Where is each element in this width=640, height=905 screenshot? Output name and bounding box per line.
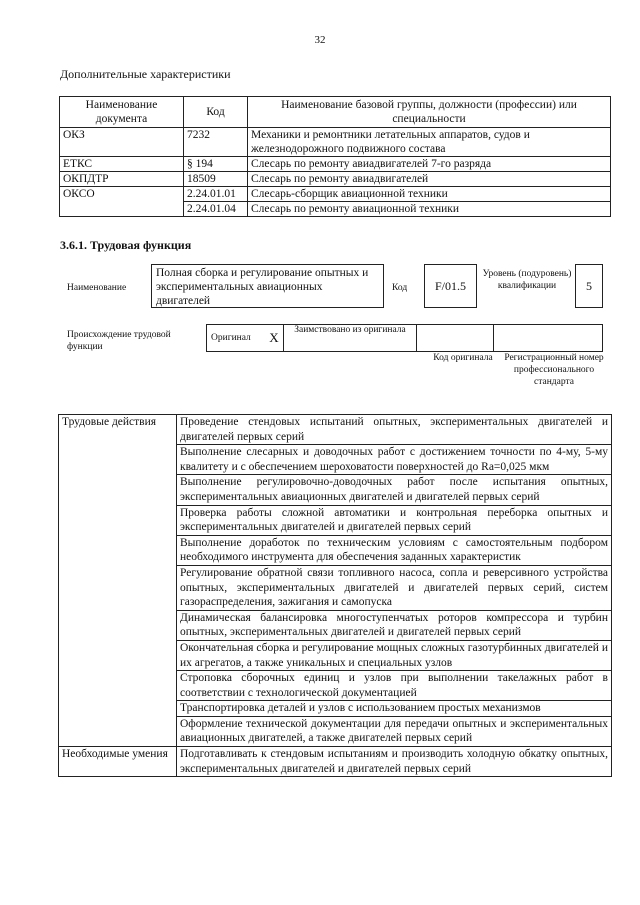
labor-action-item: Выполнение слесарных и доводочных работ с достижением точности по 4-му, 5-му квалитету и с обеспечением шероховатости поверхностей до Ra=0,025 мкм xyxy=(177,445,612,475)
function-name-box xyxy=(151,264,384,308)
skills-label: Необходимые умения xyxy=(59,747,177,777)
table-row xyxy=(59,747,612,777)
labor-action-item: Проведение стендовых испытаний опытных, экспериментальных двигателей и двигателей первых серий xyxy=(177,415,612,445)
code-original-label: Код оригинала xyxy=(433,353,493,363)
table-row xyxy=(59,415,612,445)
table-row xyxy=(60,187,611,202)
table-row xyxy=(60,172,611,187)
row-code: 2.24.01.04 xyxy=(184,202,248,217)
level-box xyxy=(575,264,603,308)
level-label: Уровень (подуровень) квалификации xyxy=(482,269,572,291)
row-code: § 194 xyxy=(184,157,248,172)
labor-action-item: Динамическая балансировка многоступенчатых роторов компрессора и турбин опытных, экспериментальных двигателей и двигателей первых серий xyxy=(177,610,612,640)
row-name: Слесарь-сборщик авиационной техники xyxy=(248,187,611,202)
code-box xyxy=(424,264,477,308)
labor-function-table xyxy=(58,414,612,777)
header-group-name: Наименование базовой группы, должности (профессии) или специальности xyxy=(248,97,611,128)
table-row xyxy=(60,128,611,157)
row-name: Слесарь по ремонту авиадвигателей xyxy=(248,172,611,187)
additional-heading: Дополнительные характеристики xyxy=(60,67,231,81)
row-doc: ОКЗ xyxy=(60,128,184,157)
original-mark: X xyxy=(265,325,284,352)
name-label: Наименование xyxy=(67,283,127,293)
row-name: Слесарь по ремонту авиационной техники xyxy=(248,202,611,217)
table-row xyxy=(60,157,611,172)
code-value: F/01.5 xyxy=(434,278,466,293)
function-name-value: Полная сборка и регулирование опытных и экспериментальных авиационных двигателей xyxy=(156,267,369,307)
level-value: 5 xyxy=(586,278,592,293)
code-label: Код xyxy=(392,283,408,293)
row-name: Механики и ремонтники летательных аппаратов, судов и железнодорожного подвижного состава xyxy=(248,128,611,157)
row-code: 7232 xyxy=(184,128,248,157)
row-doc: ОКСО xyxy=(60,187,184,217)
additional-table xyxy=(59,96,611,217)
labor-action-item: Транспортировка деталей и узлов с использованием простых механизмов xyxy=(177,701,612,717)
labor-actions-label: Трудовые действия xyxy=(59,415,177,747)
labor-action-item: Проверка работы сложной автоматики и контрольная переборка опытных и экспериментальных двигателей и двигателей первых серий xyxy=(177,505,612,535)
page-number: 32 xyxy=(314,34,326,46)
skill-item: Подготавливать к стендовым испытаниям и производить холодную обкатку опытных, экспериментальных двигателей и двигателей первых серий xyxy=(177,747,612,777)
row-code: 2.24.01.01 xyxy=(184,187,248,202)
labor-action-item: Регулирование обратной связи топливного насоса, сопла и реверсивного устройства опытных, экспериментальных двигателей и двигателей первых серий, систем газораспределения, зажигания и самопуска xyxy=(177,565,612,610)
row-doc: ОКПДТР xyxy=(60,172,184,187)
row-code: 18509 xyxy=(184,172,248,187)
original-code-cell xyxy=(417,325,494,352)
reg-number-label: Регистрационный номер профессионального стандарта xyxy=(504,353,604,387)
row-doc: ЕТКС xyxy=(60,157,184,172)
reg-number-cell xyxy=(494,325,603,352)
labor-action-item: Выполнение регулировочно-доводочных работ после испытания опытных, экспериментальных авиационных двигателей и двигателей первых серий xyxy=(177,475,612,505)
original-label: Оригинал xyxy=(207,325,266,352)
header-code: Код xyxy=(184,97,248,128)
header-document: Наименование документа xyxy=(60,97,184,128)
row-name: Слесарь по ремонту авиадвигателей 7-го разряда xyxy=(248,157,611,172)
table-header-row xyxy=(60,97,611,128)
labor-action-item: Выполнение доработок по техническим условиям с самостоятельным подбором необходимого инструмента для обеспечения заданных характеристик xyxy=(177,535,612,565)
origin-label: Происхождение трудовой функции xyxy=(67,330,171,352)
labor-action-item: Окончательная сборка и регулирование мощных сложных газотурбинных двигателей и их агрегатов, а также уникальных и специальных узлов xyxy=(177,640,612,670)
borrowed-label: Заимствовано из оригинала xyxy=(284,325,417,352)
labor-action-item: Оформление технической документации для передачи опытных и экспериментальных авиационных двигателей, а также двигателей первых серий xyxy=(177,716,612,746)
origin-table xyxy=(206,324,603,352)
section-title: 3.6.1. Трудовая функция xyxy=(60,238,192,252)
labor-action-item: Строповка сборочных единиц и узлов при выполнении такелажных работ в соответствии с технологической документацией xyxy=(177,671,612,701)
